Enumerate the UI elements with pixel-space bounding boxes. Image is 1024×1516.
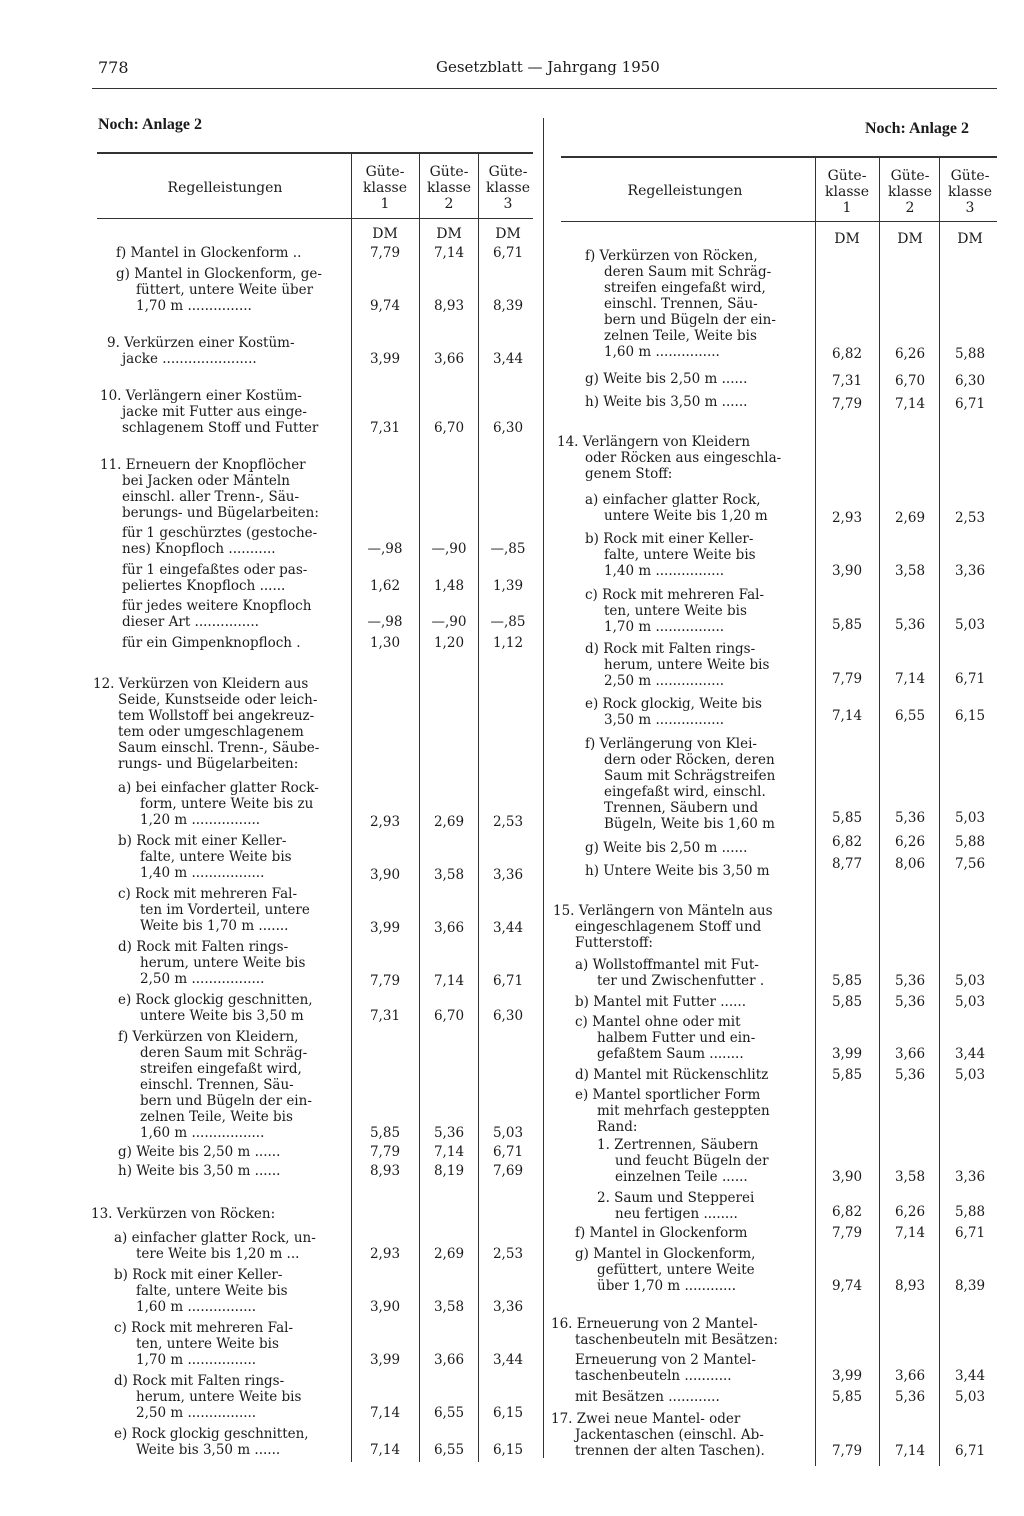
right-price-class-3: 7,56	[954, 856, 986, 872]
left-price-class-3: 3,44	[492, 920, 524, 936]
left-price-class-1: 7,31	[369, 420, 401, 436]
right-price-class-1: 5,85	[831, 973, 863, 989]
left-price-class-1: —,98	[367, 614, 403, 630]
left-price-class-3: 3,44	[492, 1352, 524, 1368]
right-text-line: b) Rock mit einer Keller-	[585, 531, 754, 547]
right-price-class-2: 3,66	[894, 1046, 926, 1062]
right-text-line: taschenbeuteln mit Besätzen:	[575, 1332, 778, 1348]
right-text-line: 16. Erneuerung von 2 Mantel-	[551, 1316, 758, 1332]
right-price-class-2: 5,36	[894, 810, 926, 826]
right-price-class-2: 5,36	[894, 973, 926, 989]
right-price-class-2: 8,06	[894, 856, 926, 872]
right-text-line: ten, untere Weite bis	[604, 603, 747, 619]
right-text-line: über 1,70 m ............	[597, 1278, 737, 1294]
right-price-class-3: 5,03	[954, 1389, 986, 1405]
right-text-line: f) Verlängerung von Klei-	[585, 736, 757, 752]
right-text-line: 2. Saum und Stepperei	[597, 1190, 755, 1206]
left-price-class-1: 1,62	[369, 578, 401, 594]
left-price-class-3: —,85	[490, 541, 526, 557]
left-text-line: form, untere Weite bis zu	[140, 796, 314, 812]
right-price-class-1: 3,90	[831, 1169, 863, 1185]
right-price-class-2: 7,14	[894, 671, 926, 687]
right-text-line: falte, untere Weite bis	[604, 547, 756, 563]
left-price-class-1: 7,79	[369, 973, 401, 989]
right-price-class-3: 6,71	[954, 1225, 986, 1241]
left-text-line: Weite bis 1,70 m .......	[140, 918, 289, 934]
left-text-line: ten, untere Weite bis	[136, 1336, 279, 1352]
right-price-class-2: 6,26	[894, 1204, 926, 1220]
left-text-line: für 1 geschürztes (gestoche-	[122, 525, 318, 541]
right-text-line: gefüttert, untere Weite	[597, 1262, 755, 1278]
right-price-class-1: 6,82	[831, 1204, 863, 1220]
left-currency-2: DM	[436, 226, 462, 242]
left-text-line: falte, untere Weite bis	[140, 849, 292, 865]
right-text-line: oder Röcken aus eingeschla-	[585, 450, 782, 466]
left-price-class-3: 2,53	[492, 814, 524, 830]
left-price-class-1: 7,79	[369, 245, 401, 261]
left-price-class-1: 7,14	[369, 1405, 401, 1421]
right-price-class-2: 6,55	[894, 708, 926, 724]
left-price-class-2: 6,70	[433, 420, 465, 436]
right-price-class-2: 2,69	[894, 510, 926, 526]
right-price-class-1: 7,79	[831, 671, 863, 687]
left-text-line: für ein Gimpenknopfloch .	[122, 635, 301, 651]
right-text-line: bern und Bügeln der ein-	[604, 312, 776, 328]
left-price-class-3: 6,15	[492, 1405, 524, 1421]
left-price-class-3: 3,44	[492, 351, 524, 367]
left-text-line: für 1 eingefaßtes oder pas-	[122, 562, 308, 578]
right-text-line: 3,50 m ................	[604, 712, 725, 728]
right-text-line: a) Wollstoffmantel mit Fut-	[575, 957, 759, 973]
right-annex-title: Noch: Anlage 2	[865, 120, 969, 137]
right-price-class-2: 7,14	[894, 1443, 926, 1459]
right-text-line: Trennen, Säubern und	[604, 800, 759, 816]
left-text-line: 11. Erneuern der Knopflöcher	[100, 457, 306, 473]
right-text-line: a) einfacher glatter Rock,	[585, 492, 761, 508]
left-text-line: füttert, untere Weite über	[136, 282, 314, 298]
left-price-class-1: 8,93	[369, 1163, 401, 1179]
right-class-heading-2: Güte- klasse 2	[888, 168, 932, 216]
left-price-class-1: —,98	[367, 541, 403, 557]
right-text-line: und feucht Bügeln der	[615, 1153, 769, 1169]
left-text-line: nes) Knopfloch ...........	[122, 541, 276, 557]
right-text-line: trennen der alten Taschen).	[575, 1443, 765, 1459]
right-text-line: halbem Futter und ein-	[597, 1030, 756, 1046]
left-text-line: rungs- und Bügelarbeiten:	[118, 756, 299, 772]
left-text-line: streifen eingefaßt wird,	[140, 1061, 302, 1077]
right-table-head-rule	[561, 221, 997, 222]
left-price-class-3: 8,39	[492, 298, 524, 314]
left-price-class-3: 6,71	[492, 1144, 524, 1160]
left-price-class-3: 6,71	[492, 973, 524, 989]
left-price-class-1: 7,79	[369, 1144, 401, 1160]
right-price-class-1: 7,79	[831, 396, 863, 412]
left-text-line: 13. Verkürzen von Röcken:	[91, 1206, 276, 1222]
left-price-class-2: 7,14	[433, 1144, 465, 1160]
left-text-line: tem oder umgeschlagenem	[118, 724, 304, 740]
left-text-line: tere Weite bis 1,20 m ...	[136, 1246, 300, 1262]
right-price-class-1: 5,85	[831, 994, 863, 1010]
left-text-line: c) Rock mit mehreren Fal-	[114, 1320, 294, 1336]
left-price-class-1: 2,93	[369, 1246, 401, 1262]
right-text-line: f) Mantel in Glockenform	[575, 1225, 748, 1241]
right-price-class-1: 7,79	[831, 1225, 863, 1241]
right-price-class-3: 5,03	[954, 617, 986, 633]
right-price-class-1: 6,82	[831, 346, 863, 362]
right-text-line: gefaßtem Saum ........	[597, 1046, 744, 1062]
right-text-line: untere Weite bis 1,20 m	[604, 508, 768, 524]
right-text-line: e) Rock glockig, Weite bis	[585, 696, 762, 712]
right-price-class-2: 6,70	[894, 373, 926, 389]
right-price-class-3: 5,03	[954, 973, 986, 989]
left-text-line: herum, untere Weite bis	[136, 1389, 302, 1405]
left-text-line: tem Wollstoff bei angekreuz-	[118, 708, 315, 724]
left-text-line: 1,60 m ................	[136, 1299, 257, 1315]
left-text-line: herum, untere Weite bis	[140, 955, 306, 971]
header-rule	[92, 88, 997, 89]
right-text-line: Erneuerung von 2 Mantel-	[575, 1352, 756, 1368]
left-text-line: Saum einschl. Trenn-, Säube-	[118, 740, 320, 756]
left-price-class-3: 6,71	[492, 245, 524, 261]
left-text-line: 1,40 m .................	[140, 865, 265, 881]
left-currency-3: DM	[495, 226, 521, 242]
right-price-class-3: 5,88	[954, 346, 986, 362]
right-text-line: h) Weite bis 3,50 m ......	[585, 394, 748, 410]
right-text-line: h) Untere Weite bis 3,50 m	[585, 863, 770, 879]
right-col-divider-1	[815, 156, 816, 1466]
left-col-heading: Regelleistungen	[167, 180, 283, 196]
right-text-line: d) Mantel mit Rückenschlitz	[575, 1067, 769, 1083]
right-price-class-3: 3,44	[954, 1046, 986, 1062]
left-price-class-2: —,90	[431, 614, 467, 630]
left-price-class-1: 1,30	[369, 635, 401, 651]
right-price-class-3: 5,03	[954, 1067, 986, 1083]
left-text-line: 1,20 m ................	[140, 812, 261, 828]
left-price-class-3: 1,12	[492, 635, 524, 651]
right-price-class-2: 3,58	[894, 1169, 926, 1185]
left-annex-title: Noch: Anlage 2	[98, 116, 202, 133]
left-price-class-1: 9,74	[369, 298, 401, 314]
right-text-line: Bügeln, Weite bis 1,60 m	[604, 816, 775, 832]
left-price-class-3: 6,30	[492, 1008, 524, 1024]
right-currency-3: DM	[957, 231, 983, 247]
right-price-class-3: 5,88	[954, 1204, 986, 1220]
left-col-divider-1	[351, 152, 352, 1462]
left-text-line: f) Mantel in Glockenform ..	[116, 245, 302, 261]
left-price-class-2: 2,69	[433, 814, 465, 830]
right-price-class-1: 5,85	[831, 810, 863, 826]
left-price-class-2: 6,55	[433, 1442, 465, 1458]
right-price-class-3: 3,36	[954, 1169, 986, 1185]
left-currency-1: DM	[372, 226, 398, 242]
right-table-top-rule	[561, 156, 997, 158]
left-text-line: f) Verkürzen von Kleidern,	[118, 1029, 299, 1045]
right-text-line: d) Rock mit Falten rings-	[585, 641, 756, 657]
right-price-class-3: 6,30	[954, 373, 986, 389]
right-text-line: 15. Verlängern von Mänteln aus	[553, 903, 773, 919]
left-price-class-2: 6,55	[433, 1405, 465, 1421]
right-text-line: Jackentaschen (einschl. Ab-	[575, 1427, 764, 1443]
left-price-class-3: —,85	[490, 614, 526, 630]
right-price-class-1: 2,93	[831, 510, 863, 526]
right-price-class-2: 5,36	[894, 617, 926, 633]
left-text-line: peliertes Knopfloch ......	[122, 578, 286, 594]
right-price-class-3: 3,36	[954, 563, 986, 579]
left-price-class-1: 3,99	[369, 920, 401, 936]
left-text-line: 2,50 m .................	[140, 971, 265, 987]
right-price-class-2: 5,36	[894, 1067, 926, 1083]
right-price-class-3: 6,15	[954, 708, 986, 724]
left-text-line: 2,50 m ................	[136, 1405, 257, 1421]
left-col-divider-2	[419, 152, 420, 1462]
right-price-class-1: 5,85	[831, 617, 863, 633]
right-price-class-1: 7,79	[831, 1443, 863, 1459]
right-text-line: e) Mantel sportlicher Form	[575, 1087, 761, 1103]
right-text-line: taschenbeuteln ...........	[575, 1368, 732, 1384]
left-text-line: ten im Vorderteil, untere	[140, 902, 310, 918]
left-text-line: e) Rock glockig geschnitten,	[114, 1426, 309, 1442]
right-price-class-1: 7,14	[831, 708, 863, 724]
right-price-class-3: 8,39	[954, 1278, 986, 1294]
left-price-class-2: 3,58	[433, 1299, 465, 1315]
right-text-line: 1. Zertrennen, Säubern	[597, 1137, 759, 1153]
right-price-class-3: 6,71	[954, 1443, 986, 1459]
right-price-class-2: 6,26	[894, 346, 926, 362]
left-price-class-3: 7,69	[492, 1163, 524, 1179]
left-price-class-2: 3,58	[433, 867, 465, 883]
right-text-line: 1,40 m ................	[604, 563, 725, 579]
left-text-line: Seide, Kunstseide oder leich-	[118, 692, 318, 708]
right-text-line: g) Mantel in Glockenform,	[575, 1246, 756, 1262]
right-text-line: 17. Zwei neue Mantel- oder	[551, 1411, 741, 1427]
left-price-class-1: 5,85	[369, 1125, 401, 1141]
left-text-line: 1,70 m ................	[136, 1352, 257, 1368]
right-text-line: eingeschlagenem Stoff und	[575, 919, 762, 935]
right-text-line: mit mehrfach gesteppten	[597, 1103, 770, 1119]
left-price-class-3: 6,30	[492, 420, 524, 436]
left-price-class-1: 3,99	[369, 1352, 401, 1368]
left-text-line: b) Rock mit einer Keller-	[118, 833, 287, 849]
left-col-divider-3	[478, 152, 479, 1462]
left-text-line: jacke mit Futter aus einge-	[122, 404, 307, 420]
left-price-class-2: 3,66	[433, 351, 465, 367]
left-price-class-2: 1,48	[433, 578, 465, 594]
left-text-line: einschl. Trennen, Säu-	[140, 1077, 294, 1093]
left-price-class-3: 5,03	[492, 1125, 524, 1141]
right-price-class-3: 5,03	[954, 994, 986, 1010]
left-text-line: g) Weite bis 2,50 m ......	[118, 1144, 281, 1160]
right-price-class-1: 8,77	[831, 856, 863, 872]
right-price-class-2: 7,14	[894, 396, 926, 412]
right-text-line: einzelnen Teile ......	[615, 1169, 748, 1185]
left-price-class-2: 5,36	[433, 1125, 465, 1141]
right-currency-2: DM	[897, 231, 923, 247]
right-text-line: b) Mantel mit Futter ......	[575, 994, 747, 1010]
right-class-heading-3: Güte- klasse 3	[948, 168, 992, 216]
left-price-class-1: 7,31	[369, 1008, 401, 1024]
right-price-class-3: 5,03	[954, 810, 986, 826]
right-text-line: g) Weite bis 2,50 m ......	[585, 371, 748, 387]
left-class-heading-3: Güte- klasse 3	[486, 164, 530, 212]
left-price-class-2: 2,69	[433, 1246, 465, 1262]
left-text-line: 10. Verlängern einer Kostüm-	[100, 388, 302, 404]
right-text-line: eingefaßt wird, einschl.	[604, 784, 766, 800]
right-text-line: mit Besätzen ............	[575, 1389, 720, 1405]
right-price-class-3: 5,88	[954, 834, 986, 850]
left-text-line: h) Weite bis 3,50 m ......	[118, 1163, 281, 1179]
left-text-line: d) Rock mit Falten rings-	[114, 1373, 285, 1389]
page-title: Gesetzblatt — Jahrgang 1950	[436, 58, 660, 76]
left-text-line: zelnen Teile, Weite bis	[140, 1109, 293, 1125]
left-price-class-2: —,90	[431, 541, 467, 557]
right-text-line: c) Rock mit mehreren Fal-	[585, 587, 765, 603]
left-text-line: für jedes weitere Knopfloch	[122, 598, 312, 614]
right-price-class-1: 3,99	[831, 1046, 863, 1062]
right-text-line: g) Weite bis 2,50 m ......	[585, 840, 748, 856]
left-text-line: untere Weite bis 3,50 m	[140, 1008, 304, 1024]
right-text-line: streifen eingefaßt wird,	[604, 280, 766, 296]
right-col-heading: Regelleistungen	[627, 183, 743, 199]
right-text-line: 1,60 m ...............	[604, 344, 720, 360]
left-text-line: jacke ......................	[122, 351, 257, 367]
page-number: 778	[98, 58, 129, 77]
left-price-class-2: 3,66	[433, 920, 465, 936]
right-price-class-2: 8,93	[894, 1278, 926, 1294]
right-price-class-1: 3,90	[831, 563, 863, 579]
left-text-line: 1,70 m ...............	[136, 298, 252, 314]
left-text-line: g) Mantel in Glockenform, ge-	[116, 266, 322, 282]
left-text-line: a) bei einfacher glatter Rock-	[118, 780, 319, 796]
right-text-line: f) Verkürzen von Röcken,	[585, 248, 758, 264]
left-text-line: d) Rock mit Falten rings-	[118, 939, 289, 955]
left-table-top-rule	[97, 152, 533, 154]
left-class-heading-1: Güte- klasse 1	[363, 164, 407, 212]
left-price-class-3: 1,39	[492, 578, 524, 594]
right-text-line: neu fertigen ........	[615, 1206, 738, 1222]
left-text-line: bern und Bügeln der ein-	[140, 1093, 312, 1109]
left-text-line: bei Jacken oder Mänteln	[122, 473, 290, 489]
right-text-line: Futterstoff:	[575, 935, 653, 951]
right-price-class-2: 6,26	[894, 834, 926, 850]
right-text-line: deren Saum mit Schräg-	[604, 264, 772, 280]
left-price-class-2: 6,70	[433, 1008, 465, 1024]
right-text-line: dern oder Röcken, deren	[604, 752, 775, 768]
left-price-class-2: 8,19	[433, 1163, 465, 1179]
right-price-class-1: 6,82	[831, 834, 863, 850]
right-text-line: genem Stoff:	[585, 466, 673, 482]
left-text-line: e) Rock glockig geschnitten,	[118, 992, 313, 1008]
left-text-line: b) Rock mit einer Keller-	[114, 1267, 283, 1283]
left-text-line: falte, untere Weite bis	[136, 1283, 288, 1299]
right-price-class-2: 3,58	[894, 563, 926, 579]
left-price-class-2: 7,14	[433, 245, 465, 261]
right-price-class-3: 6,71	[954, 671, 986, 687]
right-text-line: Saum mit Schrägstreifen	[604, 768, 776, 784]
right-currency-1: DM	[834, 231, 860, 247]
right-text-line: 1,70 m ................	[604, 619, 725, 635]
right-text-line: zelnen Teile, Weite bis	[604, 328, 757, 344]
left-text-line: einschl. aller Trenn-, Säu-	[122, 489, 300, 505]
right-text-line: einschl. Trennen, Säu-	[604, 296, 758, 312]
right-price-class-3: 2,53	[954, 510, 986, 526]
right-price-class-2: 5,36	[894, 994, 926, 1010]
right-price-class-2: 3,66	[894, 1368, 926, 1384]
left-price-class-2: 3,66	[433, 1352, 465, 1368]
right-text-line: herum, untere Weite bis	[604, 657, 770, 673]
left-price-class-1: 3,90	[369, 1299, 401, 1315]
right-text-line: c) Mantel ohne oder mit	[575, 1014, 741, 1030]
left-price-class-2: 1,20	[433, 635, 465, 651]
left-text-line: 1,60 m .................	[140, 1125, 265, 1141]
right-price-class-1: 9,74	[831, 1278, 863, 1294]
right-price-class-2: 7,14	[894, 1225, 926, 1241]
right-text-line: 14. Verlängern von Kleidern	[557, 434, 751, 450]
left-text-line: Weite bis 3,50 m ......	[136, 1442, 281, 1458]
left-text-line: dieser Art ...............	[122, 614, 259, 630]
left-text-line: a) einfacher glatter Rock, un-	[114, 1230, 316, 1246]
left-table-head-rule	[97, 218, 533, 219]
right-price-class-1: 7,31	[831, 373, 863, 389]
left-price-class-3: 2,53	[492, 1246, 524, 1262]
right-price-class-1: 5,85	[831, 1067, 863, 1083]
left-price-class-3: 3,36	[492, 867, 524, 883]
left-class-heading-2: Güte- klasse 2	[427, 164, 471, 212]
left-price-class-2: 8,93	[433, 298, 465, 314]
left-text-line: berungs- und Bügelarbeiten:	[122, 505, 319, 521]
right-text-line: ter und Zwischenfutter .	[597, 973, 765, 989]
right-price-class-3: 3,44	[954, 1368, 986, 1384]
right-price-class-2: 5,36	[894, 1389, 926, 1405]
page-column-divider	[543, 118, 544, 1458]
right-price-class-1: 3,99	[831, 1368, 863, 1384]
left-text-line: 9. Verkürzen einer Kostüm-	[107, 335, 295, 351]
left-price-class-1: 3,99	[369, 351, 401, 367]
right-text-line: 2,50 m ................	[604, 673, 725, 689]
left-price-class-1: 2,93	[369, 814, 401, 830]
left-price-class-1: 7,14	[369, 1442, 401, 1458]
left-text-line: 12. Verkürzen von Kleidern aus	[93, 676, 309, 692]
right-price-class-3: 6,71	[954, 396, 986, 412]
right-class-heading-1: Güte- klasse 1	[825, 168, 869, 216]
right-text-line: Rand:	[597, 1119, 638, 1135]
left-text-line: c) Rock mit mehreren Fal-	[118, 886, 298, 902]
left-price-class-3: 6,15	[492, 1442, 524, 1458]
right-price-class-1: 5,85	[831, 1389, 863, 1405]
left-price-class-1: 3,90	[369, 867, 401, 883]
left-text-line: deren Saum mit Schräg-	[140, 1045, 308, 1061]
left-price-class-2: 7,14	[433, 973, 465, 989]
left-price-class-3: 3,36	[492, 1299, 524, 1315]
left-text-line: schlagenem Stoff und Futter	[122, 420, 319, 436]
